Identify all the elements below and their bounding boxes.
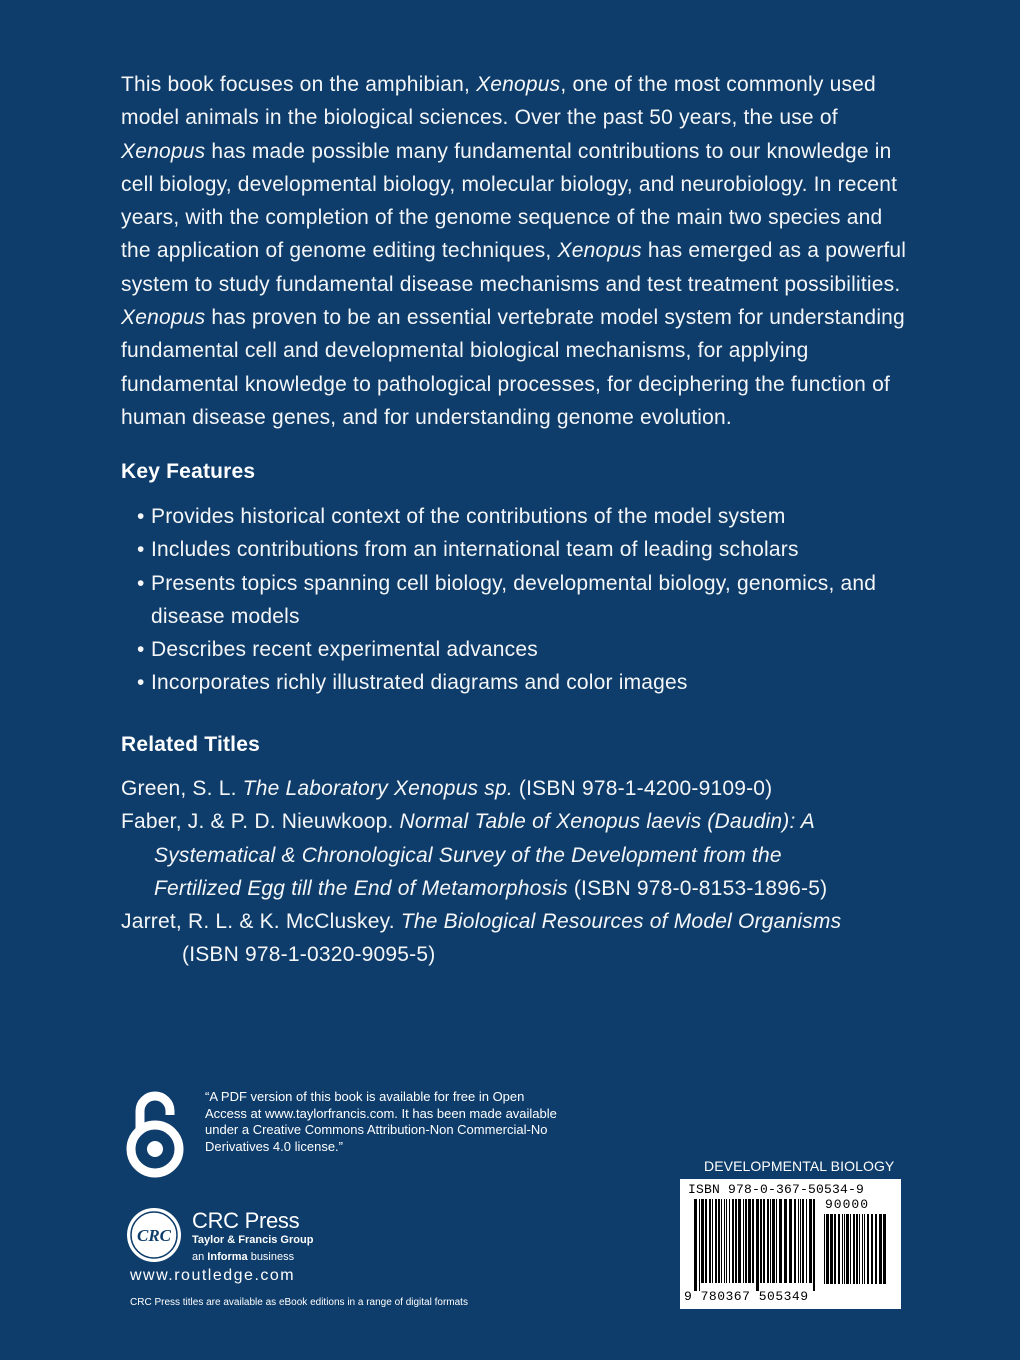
barcode-bar [883, 1214, 886, 1284]
related-titles-heading: Related Titles [121, 733, 260, 756]
barcode-bar [806, 1199, 807, 1283]
crc-press-logo-icon [124, 1205, 184, 1265]
subject-category: DEVELOPMENTAL BIOLOGY [704, 1158, 895, 1174]
barcode-bar [830, 1214, 833, 1284]
barcode-bar [715, 1199, 717, 1283]
barcode-bar [709, 1199, 711, 1283]
related-title-line [121, 839, 921, 872]
barcode-bar [859, 1214, 860, 1284]
barcode-bar [789, 1199, 792, 1283]
key-feature-item: • Incorporates richly illustrated diagrams and color images [137, 666, 917, 699]
barcode-bar [867, 1214, 869, 1284]
barcode-bar [721, 1199, 722, 1283]
barcode-bar [718, 1199, 720, 1283]
key-feature-item: • Presents topics spanning cell biology, developmental biology, genomics, and disease models [137, 567, 917, 634]
related-title-segment: Fertilized Egg till the End of Metamorphosis [154, 876, 568, 900]
barcode-bar [824, 1214, 825, 1284]
barcode-bar [794, 1199, 796, 1283]
ean-number: 9 780367 505349 [684, 1289, 809, 1304]
barcode-bar [724, 1199, 725, 1283]
related-title-line [121, 872, 921, 905]
barcode-bar [760, 1199, 762, 1283]
barcode-bar [735, 1199, 737, 1283]
barcode-bar [784, 1199, 787, 1283]
description-segment: has made possible many fundamental contributions to our knowledge in cell biology, developmental biology, molecular biology, and neurobiology. In recent years, with the completion of the genome sequence of the main two species and the application of genome editing techniques, [121, 139, 898, 263]
barcode-bar [871, 1214, 873, 1284]
barcode-bar [875, 1214, 877, 1284]
barcode-bar [701, 1199, 704, 1283]
related-title-segment: Green, S. L. [121, 777, 243, 800]
description-segment: has proven to be an essential vertebrate model system for understanding fundamental cell and developmental biological mechanisms, for applying fundamental knowledge to pathological processes, for deciphering the function of human disease genes, and for understanding genome evolution. [121, 306, 905, 429]
related-title-segment: The Biological Resources of Model Organisms [400, 910, 842, 934]
key-feature-item: • Includes contributions from an international team of leading scholars [137, 533, 917, 566]
barcode-bar [745, 1199, 747, 1283]
key-feature-item: • Describes recent experimental advances [137, 633, 917, 666]
related-title-segment: (ISBN 978-1-0320-9095-5) [182, 943, 436, 967]
related-title-segment: Faber, J. & P. D. Nieuwkoop. [121, 810, 400, 834]
key-features-list [137, 500, 917, 700]
barcode-bar [699, 1199, 700, 1291]
description-segment: Xenopus [557, 239, 642, 263]
barcode-bar [856, 1214, 858, 1284]
key-feature-item: • Provides historical context of the contributions of the model system [137, 500, 917, 533]
barcode-bar [748, 1199, 751, 1283]
barcode-bar [802, 1199, 804, 1283]
barcode-bar [853, 1214, 855, 1284]
barcode-bar [813, 1199, 815, 1291]
description-paragraph [121, 68, 911, 434]
isbn-label: ISBN 978-0-367-50534-9 [688, 1182, 865, 1197]
crc-logo-text: CRC [136, 1226, 172, 1245]
barcode-bar [844, 1214, 845, 1284]
barcode-bar [705, 1199, 707, 1283]
barcode-bar [752, 1199, 754, 1283]
publisher-group: Taylor & Francis Group [192, 1234, 314, 1246]
barcode-bar [798, 1199, 799, 1283]
related-title-segment: (ISBN 978-1-4200-9109-0) [512, 777, 773, 800]
book-description [121, 68, 911, 434]
barcode-bar [729, 1199, 730, 1283]
open-access-notice: “A PDF version of this book is available for free in Open Access at www.taylorfrancis.com. It has been made available under a Creative Commons Attribution-Non Commercial-No Derivatives 4.0 license.” [205, 1089, 557, 1154]
ean-barcode-bars [694, 1199, 818, 1291]
publisher-business-informa: Informa [207, 1251, 248, 1263]
related-title-segment: (ISBN 978-0-8153-1896-5) [567, 876, 828, 900]
description-segment: has emerged as a powerful system to study fundamental disease mechanisms and test treatment possibilities. [121, 239, 907, 296]
barcode-bar [838, 1214, 840, 1284]
isbn-barcode [680, 1179, 901, 1309]
related-title-line [121, 772, 921, 805]
related-title-line [121, 805, 921, 838]
barcode-bar [732, 1199, 734, 1283]
barcode-bar [846, 1214, 849, 1284]
barcode-bar [743, 1199, 744, 1283]
publisher-business-prefix: an [192, 1251, 208, 1263]
description-segment: This book focuses on the amphibian, [121, 73, 477, 96]
barcode-bar [712, 1199, 713, 1283]
barcode-bar [772, 1199, 775, 1283]
description-segment: , one of the most commonly used model animals in the biological sciences. Over the past 50 years, the use of [121, 73, 876, 130]
related-title-line [121, 905, 921, 938]
addon-barcode-bars [824, 1214, 894, 1284]
description-segment: Xenopus [121, 306, 206, 330]
publisher-name: CRC Press [192, 1208, 300, 1233]
publisher-business [192, 1251, 294, 1263]
barcode-bar [763, 1199, 765, 1283]
related-title-line [121, 938, 921, 971]
barcode-bar [862, 1214, 863, 1284]
barcode-bar [738, 1199, 741, 1283]
ebook-availability-note: CRC Press titles are available as eBook editions in a range of digital formats [130, 1297, 468, 1308]
barcode-bar [809, 1199, 812, 1283]
barcode-bar [826, 1214, 829, 1284]
barcode-bar [776, 1199, 777, 1283]
barcode-bar [694, 1199, 697, 1291]
barcode-bar [779, 1199, 782, 1283]
barcode-bar [726, 1199, 727, 1283]
barcode-bar [756, 1199, 759, 1291]
barcode-bar [834, 1214, 836, 1284]
barcode-bar [800, 1199, 801, 1283]
publisher-website: www.routledge.com [130, 1267, 296, 1284]
barcode-bar [842, 1214, 843, 1284]
price-code: 90000 [825, 1197, 870, 1212]
key-features-heading: Key Features [121, 460, 256, 483]
barcode-bar [770, 1199, 771, 1283]
barcode-bar [879, 1214, 882, 1284]
barcode-bar [864, 1214, 865, 1284]
related-title-segment: Jarret, R. L. & K. McCluskey. [121, 910, 401, 934]
description-segment: Xenopus [121, 139, 206, 163]
related-title-segment: The Laboratory Xenopus sp. [242, 777, 513, 800]
description-segment: Xenopus [476, 73, 561, 96]
open-access-lock-icon [124, 1085, 186, 1181]
related-title-segment: Normal Table of Xenopus laevis (Daudin): A [399, 810, 815, 834]
related-title-segment: Systematical & Chronological Survey of the Development from the [154, 843, 782, 867]
barcode-bar [850, 1214, 851, 1284]
barcode-bar [767, 1199, 769, 1283]
related-titles-list [121, 772, 921, 972]
publisher-business-suffix: business [247, 1251, 295, 1263]
